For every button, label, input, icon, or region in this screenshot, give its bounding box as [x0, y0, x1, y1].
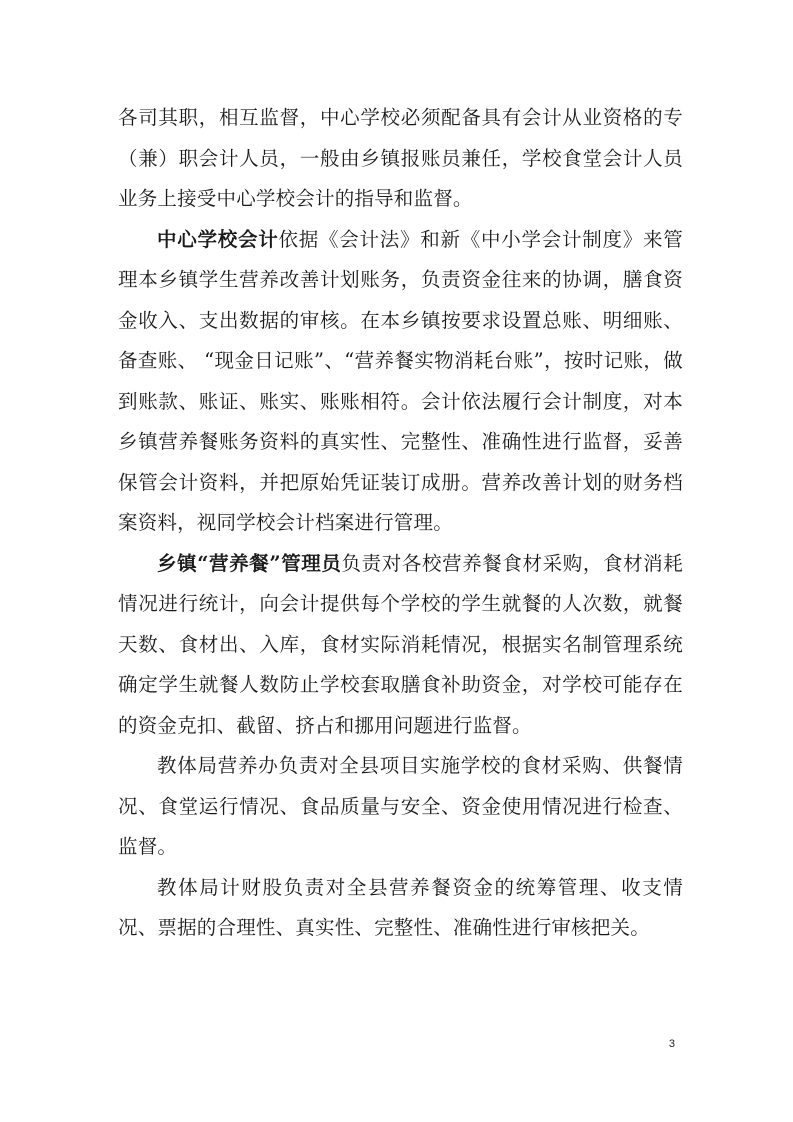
- paragraph-4: [118, 746, 683, 868]
- paragraph-5: [118, 868, 683, 949]
- paragraph-2: [118, 220, 683, 544]
- paragraph-4-text: 教体局营养办负责对全县项目实施学校的食材采购、供餐情况、食堂运行情况、食品质量与安全、资金使用情况进行检查、监督。: [118, 754, 683, 858]
- paragraph-1-text: 各司其职，相互监督，中心学校必须配备具有会计从业资格的专（兼）职会计人员，一般由乡镇报账员兼任，学校食堂会计人员业务上接受中心学校会计的指导和监督。: [118, 106, 683, 210]
- paragraph-5-text: 教体局计财股负责对全县营养餐资金的统筹管理、收支情况、票据的合理性、真实性、完整性、准确性进行审核把关。: [118, 875, 683, 939]
- paragraph-3: [118, 544, 683, 747]
- paragraph-1: [118, 98, 683, 220]
- paragraph-2-text: 依据《会计法》和新《中小学会计制度》来管理本乡镇学生营养改善计划账务，负责资金往来的协调，膳食资金收入、支出数据的审核。在本乡镇按要求设置总账、明细账、备查账、 “现金日记账”、“营养餐实物消耗台账”，按时记账，做到账款、账证、账实、账账相符。会计依法履行会计制度，对本乡镇营养餐账务资料的真实性、完整性、准确性进行监督，妥善保管会计资料，并把原始凭证装订成册。营养改善计划的财务档案资料，视同学校会计档案进行管理。: [118, 227, 683, 534]
- paragraph-3-lead: 乡镇“营养餐”管理员: [157, 551, 342, 575]
- paragraph-2-lead: 中心学校会计: [157, 227, 279, 251]
- page-number: 3: [668, 1038, 675, 1050]
- body-text: [118, 98, 683, 949]
- paragraph-3-text: 负责对各校营养餐食材采购，食材消耗情况进行统计，向会计提供每个学校的学生就餐的人次数，就餐天数、食材出、入库，食材实际消耗情况，根据实名制管理系统确定学生就餐人数防止学校套取膳食补助资金，对学校可能存在的资金克扣、截留、挤占和挪用问题进行监督。: [118, 551, 683, 737]
